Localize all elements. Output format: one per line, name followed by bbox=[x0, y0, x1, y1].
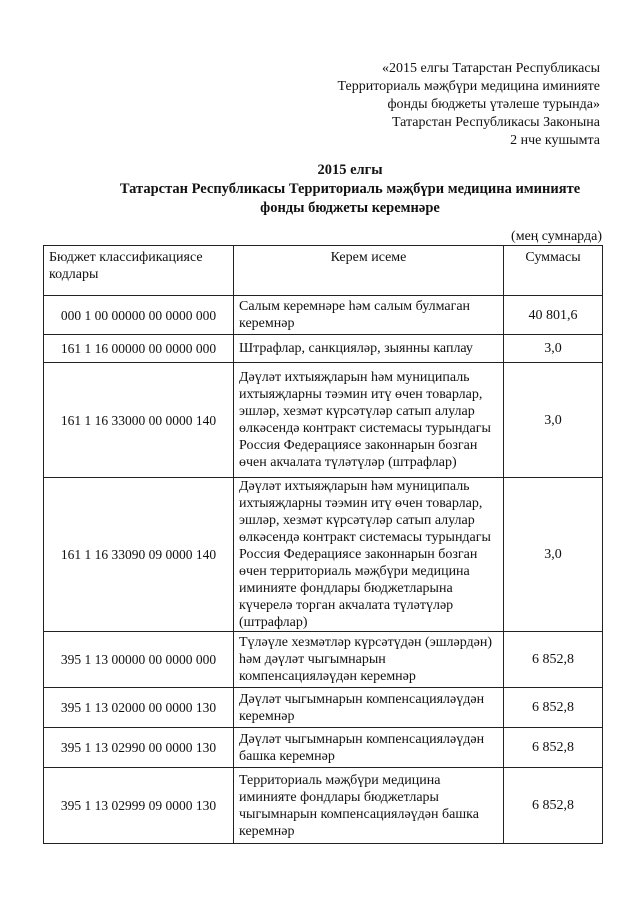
row-amount: 3,0 bbox=[504, 335, 603, 363]
attachment-number: 2 нче кушымта bbox=[510, 133, 600, 148]
table-row bbox=[44, 296, 603, 335]
table-row bbox=[44, 768, 603, 844]
attachment-line: «2015 елгы Татарстан Республикасы bbox=[382, 61, 600, 76]
table-row bbox=[44, 632, 603, 688]
row-amount: 6 852,8 bbox=[504, 728, 603, 768]
row-code: 161 1 16 33000 00 0000 140 bbox=[44, 363, 234, 478]
row-name: Штрафлар, санкцияләр, зыянны каплау bbox=[234, 335, 504, 363]
row-name: Дәүләт ихтыяҗларын һәм муниципаль ихтыяҗларны тәэмин итү өчен товарлар, эшләр, хезмәт күрсәтүләр сатып алулар өлкәсендә контракт системасы турындагы Россия Федерациясе законнарын бозган өчен акчалата түләтүләр (штрафлар) bbox=[234, 363, 504, 478]
title-line: Татарстан Республикасы Территориаль мәҗбүри медицина иминияте bbox=[119, 181, 581, 197]
row-name: Дәүләт чыгымнарын компенсацияләүдән башка керемнәр bbox=[234, 728, 504, 768]
row-name: Дәүләт чыгымнарын компенсацияләүдән керемнәр bbox=[234, 688, 504, 728]
row-code: 395 1 13 02990 00 0000 130 bbox=[44, 728, 234, 768]
attachment-note bbox=[300, 60, 600, 150]
attachment-line: Территориаль мәҗбүри медицина иминияте bbox=[337, 79, 600, 94]
title-year: 2015 елгы bbox=[317, 162, 383, 178]
header-amount: Суммасы bbox=[504, 246, 603, 296]
attachment-line: фонды бюджеты үтәлеше турында» bbox=[387, 97, 600, 112]
table-header-row bbox=[44, 246, 603, 296]
header-code: Бюджет классификациясе кодлары bbox=[44, 246, 234, 296]
row-name: Түләүле хезмәтләр күрсәтүдән (эшләрдән) һәм дәүләт чыгымнарын компенсацияләүдән керемнәр bbox=[234, 632, 504, 688]
table-row bbox=[44, 363, 603, 478]
row-name: Территориаль мәҗбүри медицина иминияте фондлары бюджетлары чыгымнарын компенсацияләүдән башка керемнәр bbox=[234, 768, 504, 844]
row-amount: 6 852,8 bbox=[504, 768, 603, 844]
table-row bbox=[44, 335, 603, 363]
row-amount: 40 801,6 bbox=[504, 296, 603, 335]
units-note: (мең сумнарда) bbox=[511, 229, 602, 244]
revenue-table bbox=[43, 245, 603, 844]
row-name: Дәүләт ихтыяҗларын һәм муниципаль ихтыяҗларны тәэмин итү өчен товарлар, эшләр, хезмәт күрсәтүләр сатып алулар өлкәсендә контракт системасы турындагы Россия Федерациясе законнарын бозган өчен территориаль мәҗбүри медицина иминияте фондлары бюджетларына күчерелә торган акчалата түләтүләр (штрафлар) bbox=[234, 478, 504, 632]
row-code: 161 1 16 00000 00 0000 000 bbox=[44, 335, 234, 363]
row-amount: 6 852,8 bbox=[504, 688, 603, 728]
row-code: 395 1 13 00000 00 0000 000 bbox=[44, 632, 234, 688]
row-amount: 3,0 bbox=[504, 363, 603, 478]
attachment-line: Татарстан Республикасы Законына bbox=[391, 115, 600, 130]
table-row bbox=[44, 728, 603, 768]
row-amount: 6 852,8 bbox=[504, 632, 603, 688]
header-name: Керем исеме bbox=[234, 246, 504, 296]
row-code: 395 1 13 02999 09 0000 130 bbox=[44, 768, 234, 844]
document-title bbox=[60, 161, 640, 218]
row-code: 395 1 13 02000 00 0000 130 bbox=[44, 688, 234, 728]
row-code: 161 1 16 33090 09 0000 140 bbox=[44, 478, 234, 632]
row-amount: 3,0 bbox=[504, 478, 603, 632]
row-name: Салым керемнәре һәм салым булмаган керемнәр bbox=[234, 296, 504, 335]
row-code: 000 1 00 00000 00 0000 000 bbox=[44, 296, 234, 335]
table-row bbox=[44, 688, 603, 728]
title-line: фонды бюджеты керемнәре bbox=[260, 200, 440, 216]
table-row bbox=[44, 478, 603, 632]
